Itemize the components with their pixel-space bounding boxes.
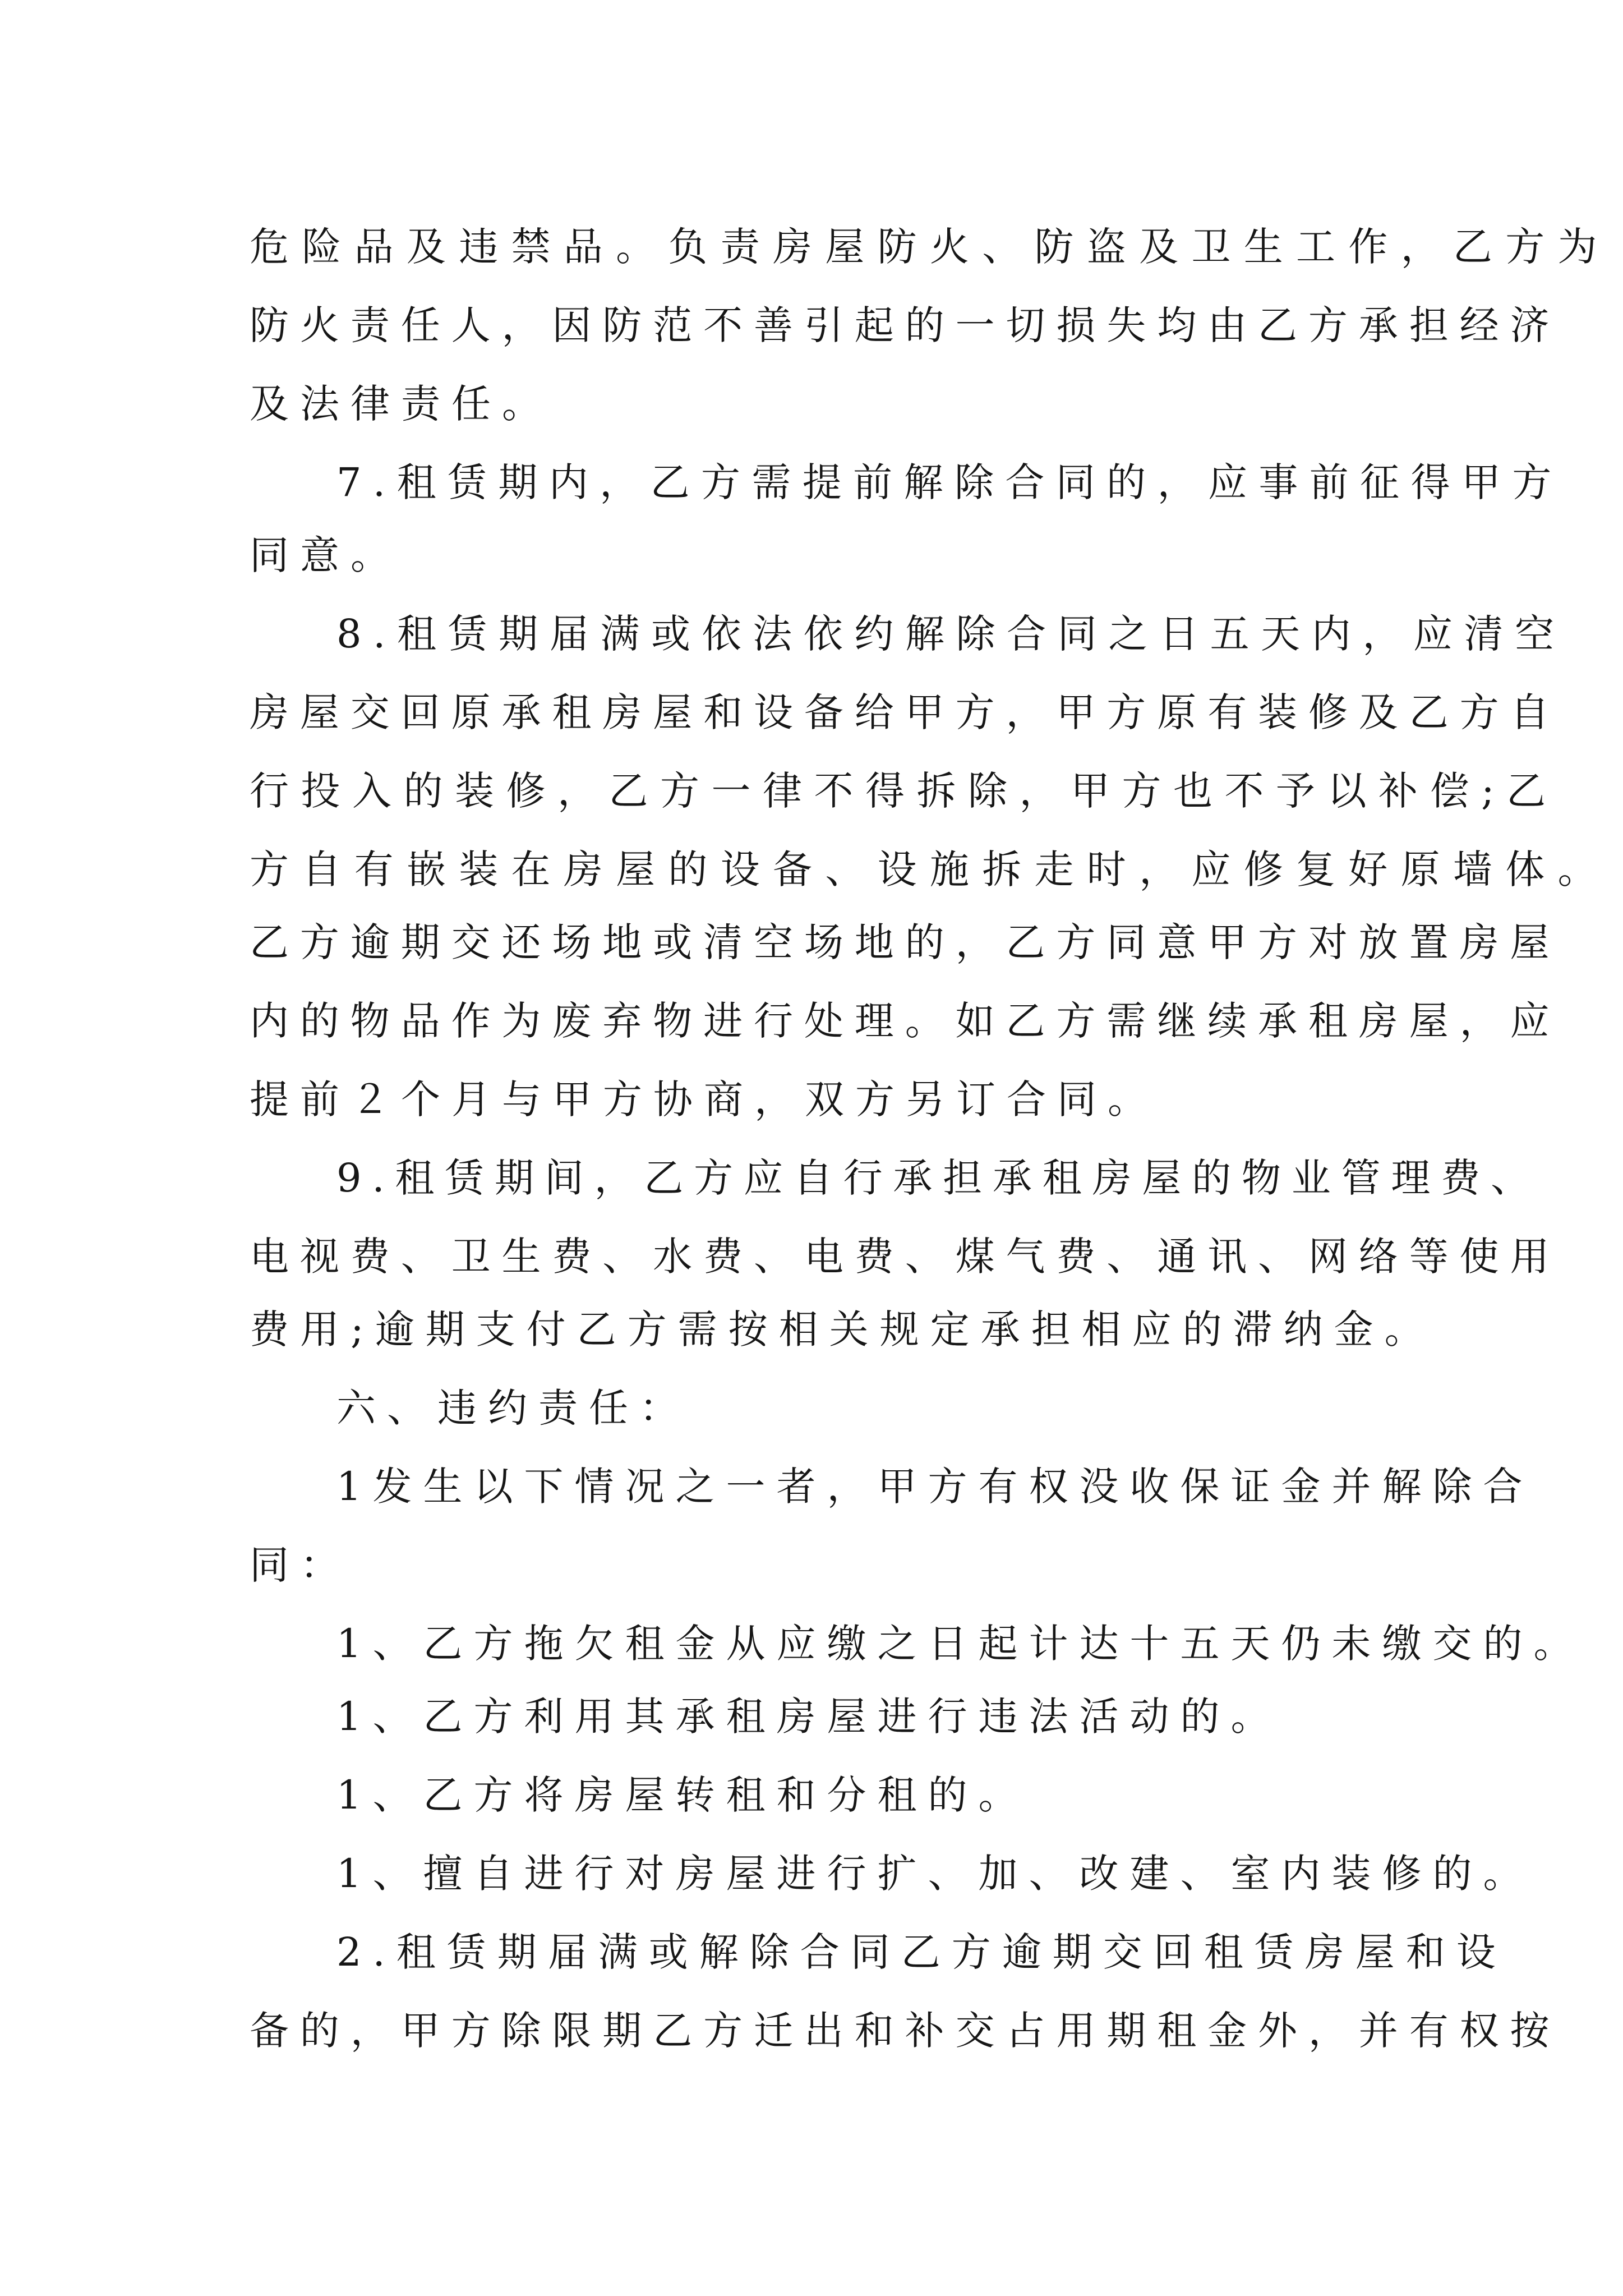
text-line: 2.租赁期届满或解除合同乙方逾期交回租赁房屋和设 (336, 1929, 1507, 1975)
text-line: 内的物品作为废弃物进行处理。如乙方需继续承租房屋，应 (250, 998, 1561, 1044)
text-line: 备的，甲方除限期乙方迁出和补交占用期租金外，并有权按 (250, 2008, 1561, 2054)
text-line: 7.租赁期内，乙方需提前解除合同的，应事前征得甲方 (336, 459, 1563, 505)
text-line: 1、乙方将房屋转租和分租的。 (336, 1772, 1029, 1818)
text-line: 危险品及违禁品。负责房屋防火、防盗及卫生工作，乙方为 (250, 224, 1610, 270)
text-line: 提前２个月与甲方协商，双方另订合同。 (250, 1076, 1158, 1122)
text-line: 1、乙方利用其承租房屋进行违法活动的。 (336, 1694, 1281, 1740)
text-line: 1发生以下情况之一者，甲方有权没收保证金并解除合 (336, 1464, 1534, 1510)
text-line: 1、乙方拖欠租金从应缴之日起计达十五天仍未缴交的。 (336, 1621, 1584, 1667)
text-line: 方自有嵌装在房屋的设备、设施拆走时，应修复好原墙体。 (250, 846, 1610, 892)
text-line: 1、擅自进行对房屋进行扩、加、改建、室内装修的。 (336, 1851, 1534, 1897)
text-line: 房屋交回原承租房屋和设备给甲方，甲方原有装修及乙方自 (250, 689, 1561, 735)
text-line: 乙方逾期交还场地或清空场地的，乙方同意甲方对放置房屋 (250, 919, 1561, 965)
text-line: 同： (250, 1542, 351, 1588)
text-line: 及法律责任。 (250, 381, 552, 427)
text-line: 防火责任人，因防范不善引起的一切损失均由乙方承担经济 (250, 302, 1561, 348)
section-heading: 六、违约责任： (336, 1385, 690, 1431)
text-line: 9.租赁期间，乙方应自行承担承租房屋的物业管理费、 (336, 1155, 1541, 1201)
text-line: 费用;逾期支付乙方需按相关规定承担相应的滞纳金。 (250, 1306, 1435, 1352)
text-line: 行投入的装修，乙方一律不得拆除，甲方也不予以补偿;乙 (250, 768, 1558, 814)
text-line: 同意。 (250, 532, 401, 578)
text-line: 电视费、卫生费、水费、电费、煤气费、通讯、网络等使用 (250, 1234, 1561, 1280)
text-line: 8.租赁期届满或依法依约解除合同之日五天内，应清空 (336, 611, 1566, 657)
